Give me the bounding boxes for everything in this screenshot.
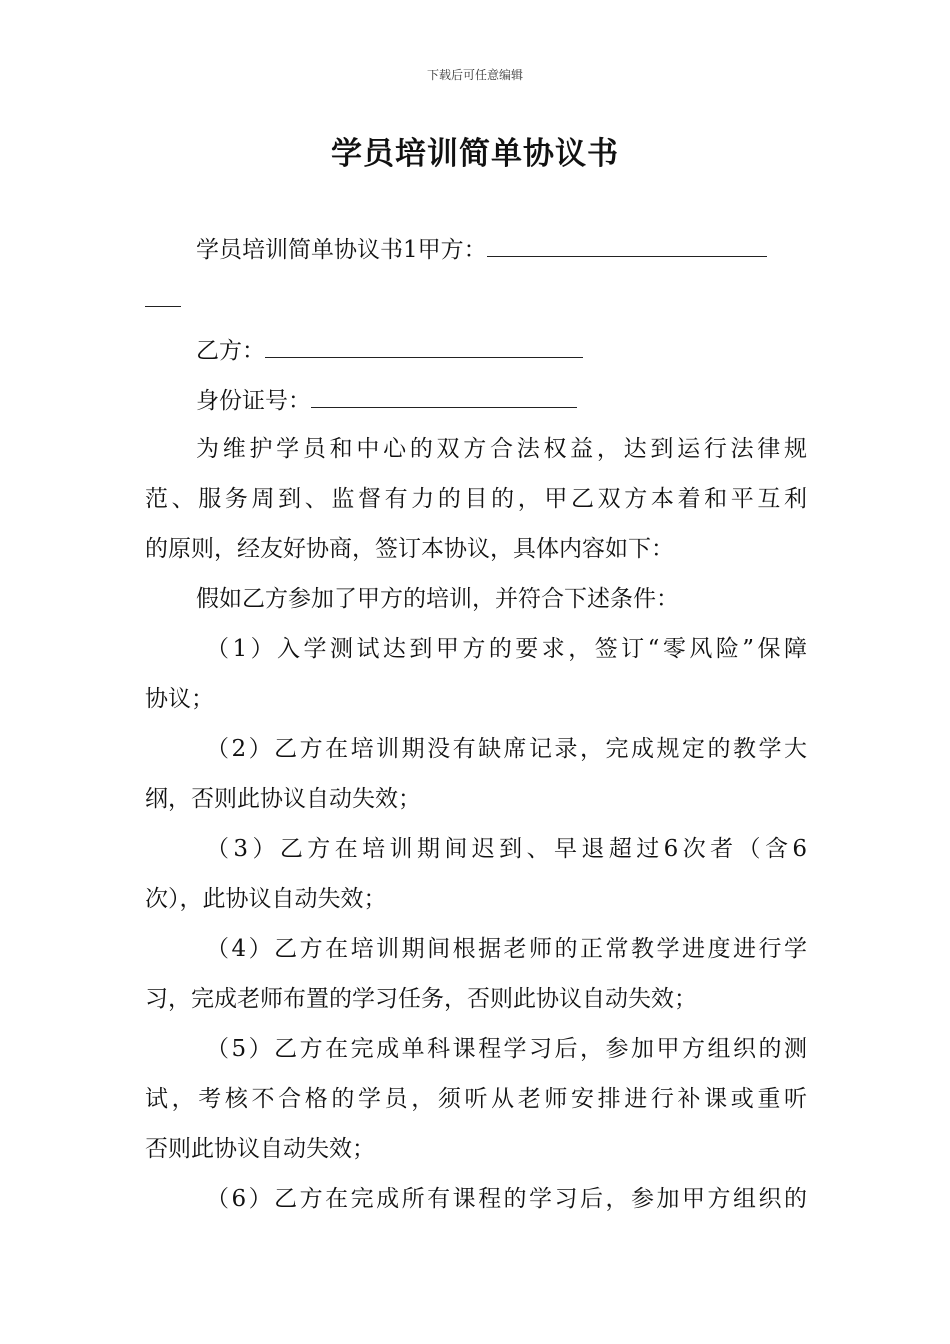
party-a-line xyxy=(196,234,807,265)
item-1-line-1: （1）入学测试达到甲方的要求，签订“零风险”保障 xyxy=(206,636,807,662)
item-2-line-1: （2）乙方在培训期没有缺席记录，完成规定的教学大 xyxy=(206,736,807,762)
id-number-label: 身份证号： xyxy=(196,388,311,414)
header-note: 下载后可任意编辑 xyxy=(426,68,523,82)
item-5-line-2: 试，考核不合格的学员，须听从老师安排进行补课或重听 xyxy=(145,1086,807,1112)
item-4-line-2: 习，完成老师布置的学习任务，否则此协议自动失效； xyxy=(145,986,697,1012)
party-a-label: 学员培训简单协议书1甲方： xyxy=(196,237,487,263)
item-5-line-3: 否则此协议自动失效； xyxy=(145,1136,375,1162)
intro-line-3: 的原则，经友好协商，签订本协议，具体内容如下： xyxy=(145,536,674,562)
item-1-line-2: 协议； xyxy=(145,686,214,712)
item-2-line-2: 纲，否则此协议自动失效； xyxy=(145,786,421,812)
item-6-line-1: （6）乙方在完成所有课程的学习后，参加甲方组织的 xyxy=(206,1186,807,1212)
party-b-label: 乙方： xyxy=(196,338,265,364)
item-3-line-2: 次），此协议自动失效； xyxy=(145,886,387,912)
party-b-blank[interactable] xyxy=(265,335,583,358)
party-a-blank-continuation xyxy=(145,284,807,315)
document-title: 学员培训简单协议书 xyxy=(331,136,619,172)
intro-line-2: 范、服务周到、监督有力的目的，甲乙双方本着和平互利 xyxy=(145,486,807,512)
intro-line-1: 为维护学员和中心的双方合法权益，达到运行法律规 xyxy=(196,436,807,462)
item-5-line-1: （5）乙方在完成单科课程学习后，参加甲方组织的测 xyxy=(206,1036,807,1062)
conditions-intro: 假如乙方参加了甲方的培训，并符合下述条件： xyxy=(196,586,679,612)
item-3-line-1: （3）乙方在培训期间迟到、早退超过6次者（含6 xyxy=(206,836,807,862)
id-number-blank[interactable] xyxy=(311,385,577,408)
party-b-line xyxy=(196,335,807,366)
id-number-line xyxy=(196,385,807,416)
item-4-line-1: （4）乙方在培训期间根据老师的正常教学进度进行学 xyxy=(206,936,807,962)
party-a-blank[interactable] xyxy=(487,234,767,257)
party-a-blank-tail[interactable] xyxy=(145,284,181,307)
